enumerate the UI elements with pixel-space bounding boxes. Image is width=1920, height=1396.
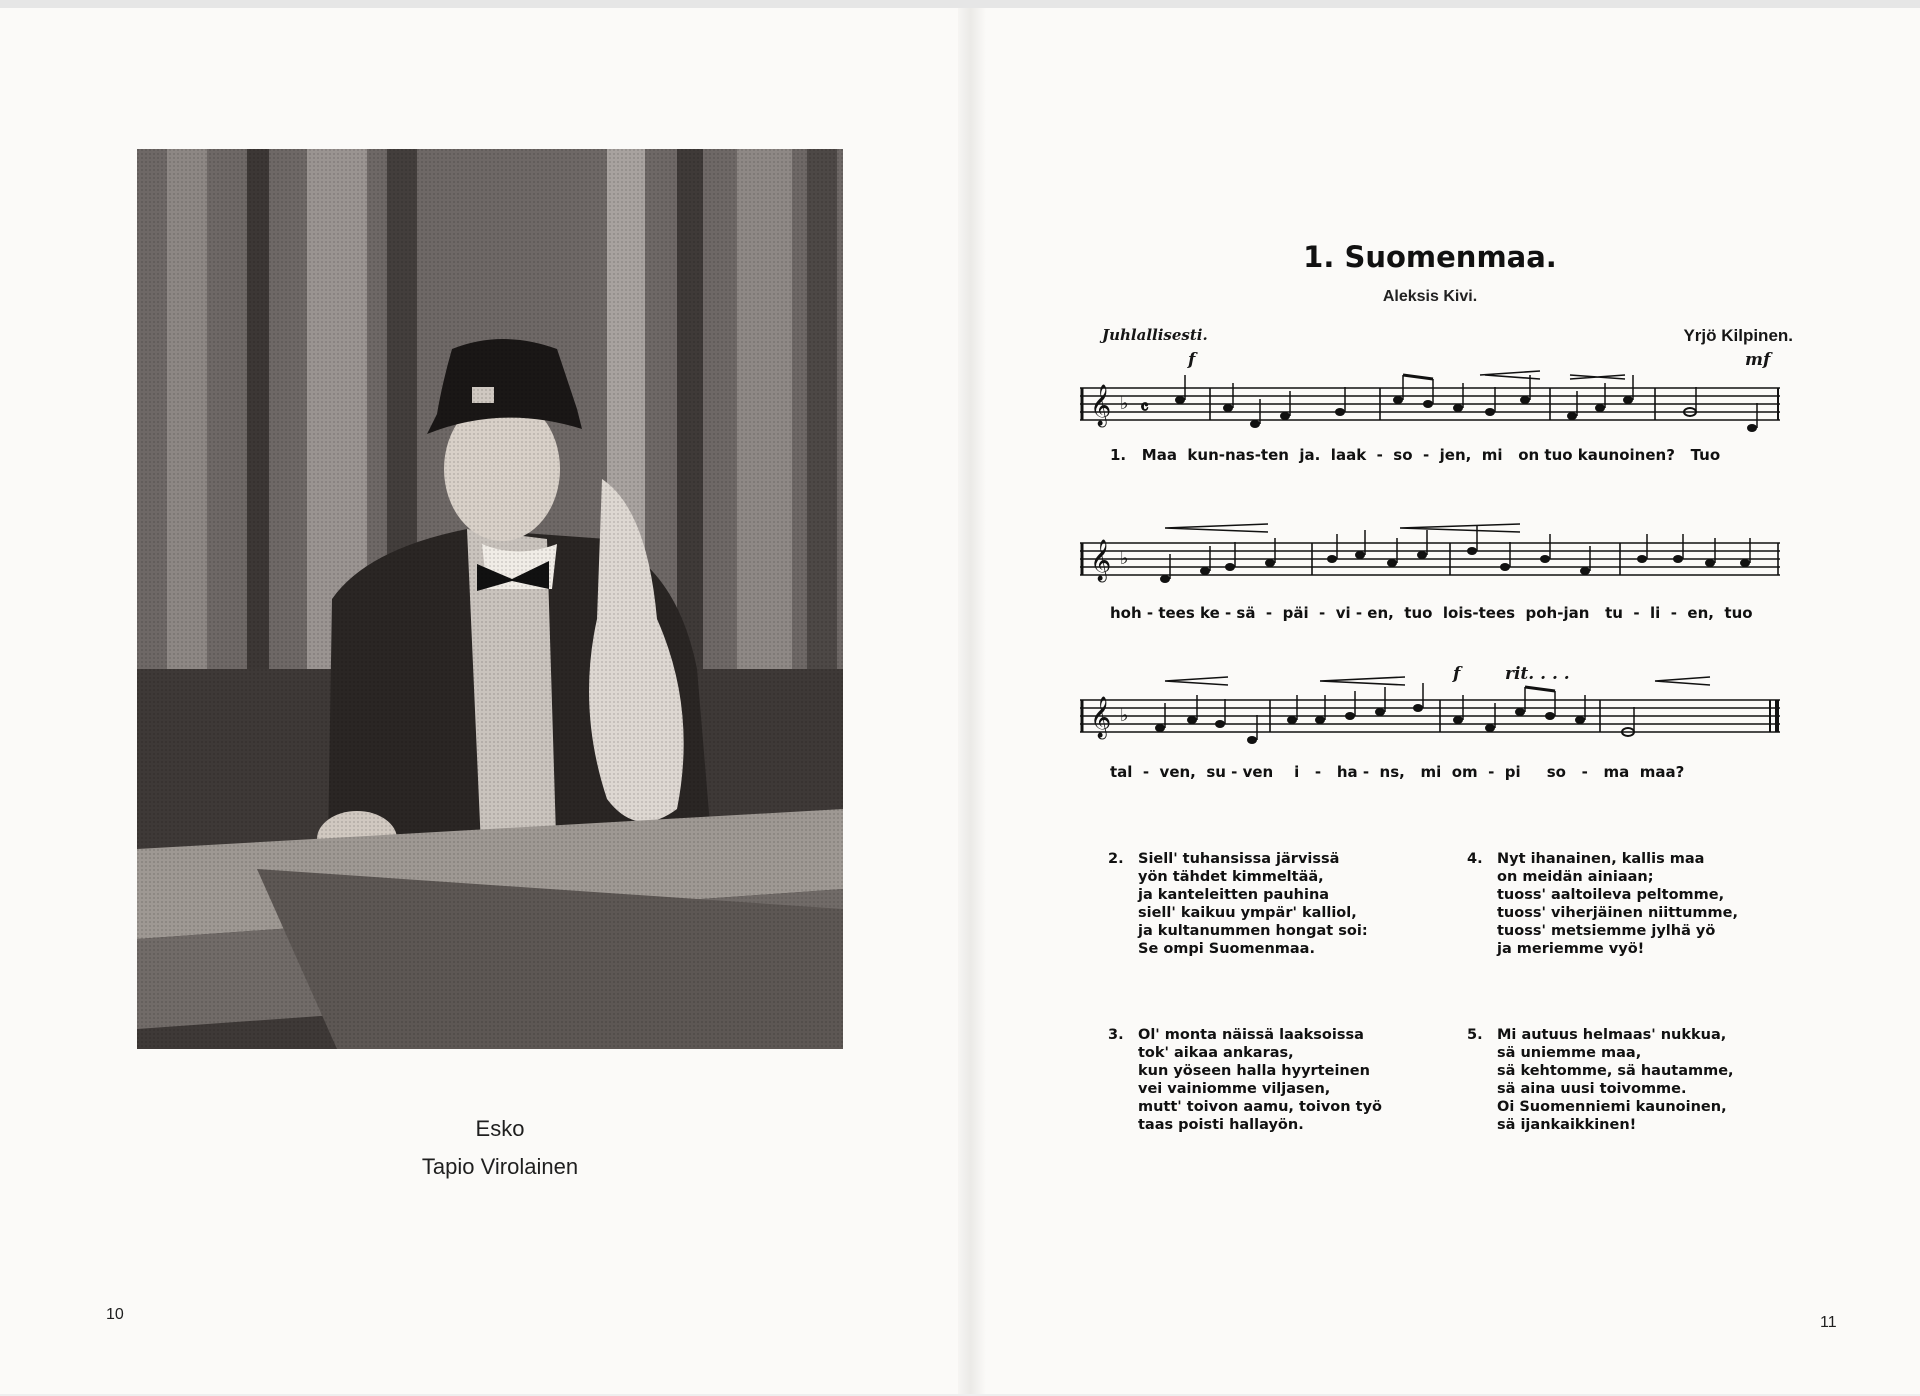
verse-3-line: vei vainiomme viljasen, (1138, 1081, 1331, 1097)
verse-3-line: tok' aikaa ankaras, (1138, 1045, 1294, 1061)
verse-5-line: sä kehtomme, sä hautamme, (1497, 1063, 1734, 1079)
svg-text:𝄞: 𝄞 (1090, 540, 1112, 581)
right-page (960, 8, 1920, 1394)
music-staff-1 (1080, 373, 1780, 453)
photo-caption (260, 1110, 740, 1186)
svg-text:♭: ♭ (1120, 393, 1129, 414)
verse-2-number: 2. (1108, 851, 1124, 867)
verse-2-line: ja kultanummen hongat soi: (1138, 923, 1368, 939)
tempo-marking: Juhlallisesti. (1102, 326, 1208, 344)
verse-5-number: 5. (1467, 1027, 1483, 1043)
verse-5-line: sä ijankaikkinen! (1497, 1117, 1637, 1133)
verse-3-line: kun yöseen halla hyyrteinen (1138, 1063, 1370, 1079)
verse-5-line: sä aina uusi toivomme. (1497, 1081, 1687, 1097)
verse-4-line: ja meriemme vyö! (1497, 941, 1645, 957)
verse-4-line: Nyt ihanainen, kallis maa (1497, 851, 1705, 867)
verse-2-line: Siell' tuhansissa järvissä (1138, 851, 1340, 867)
ritardando: rit. . . . (1505, 664, 1570, 684)
staff-3-lyrics: tal - ven, su - ven i - ha - ns, mi om - pi so - ma maa? (1110, 763, 1685, 781)
verse-5-line: Oi Suomenniemi kaunoinen, (1497, 1099, 1727, 1115)
svg-text:♭: ♭ (1120, 705, 1129, 726)
staff-1-lyrics: 1. Maa kun-nas-ten ja. laak - so - jen, mi on tuo kaunoinen? Tuo (1110, 446, 1721, 464)
song-title: 1. Suomenmaa. (1303, 240, 1557, 274)
composer: Yrjö Kilpinen. (1683, 326, 1793, 345)
verse-2 (1108, 850, 1428, 970)
verse-5-line: sä uniemme maa, (1497, 1045, 1642, 1061)
verse-4 (1467, 850, 1787, 970)
verse-2-line: Se ompi Suomenmaa. (1138, 941, 1315, 957)
book-spread (0, 8, 1920, 1394)
verse-4-line: tuoss' metsiemme jylhä yö (1497, 923, 1716, 939)
verse-3-number: 3. (1108, 1027, 1124, 1043)
verse-3 (1108, 1026, 1428, 1146)
verse-5-line: Mi autuus helmaas' nukkua, (1497, 1027, 1727, 1043)
svg-text:♭: ♭ (1120, 548, 1129, 569)
verse-4-line: tuoss' viherjäinen niittumme, (1497, 905, 1738, 921)
verse-2-line: yön tähdet kimmeltää, (1138, 869, 1324, 885)
svg-text:𝄴: 𝄴 (1140, 395, 1149, 419)
verse-4-number: 4. (1467, 851, 1483, 867)
music-staff-2 (1080, 528, 1780, 608)
verse-5 (1467, 1026, 1787, 1146)
page-number-right: 11 (1820, 1314, 1837, 1331)
dynamic-forte-2: f (1453, 664, 1461, 684)
verse-4-line: on meidän ainiaan; (1497, 869, 1654, 885)
dynamic-forte: f (1188, 350, 1196, 370)
verse-4-line: tuoss' aaltoileva peltomme, (1497, 887, 1725, 903)
svg-text:𝄞: 𝄞 (1090, 385, 1112, 426)
verse-3-line: mutt' toivon aamu, toivon työ (1138, 1099, 1382, 1115)
verse-3-line: taas poisti hallayön. (1138, 1117, 1304, 1133)
verse-2-line: siell' kaikuu ympär' kalliol, (1138, 905, 1357, 921)
verse-2-line: ja kanteleitten pauhina (1138, 887, 1330, 903)
verse-3-line: Ol' monta näissä laaksoissa (1138, 1027, 1364, 1043)
staff-2-lyrics: hoh - tees ke - sä - päi - vi - en, tuo lois-tees poh-jan tu - li - en, tuo (1110, 604, 1753, 622)
music-staff-3 (1080, 685, 1780, 765)
page-number-left: 10 (106, 1306, 124, 1323)
lyricist: Aleksis Kivi. (1382, 288, 1478, 305)
left-page (0, 8, 960, 1394)
portrait-photo (137, 149, 843, 1049)
dynamic-mezzo-forte: mf (1745, 350, 1771, 370)
svg-text:𝄞: 𝄞 (1090, 697, 1112, 738)
caption-line-1: Esko (475, 1116, 525, 1141)
caption-line-2: Tapio Virolainen (421, 1154, 579, 1179)
